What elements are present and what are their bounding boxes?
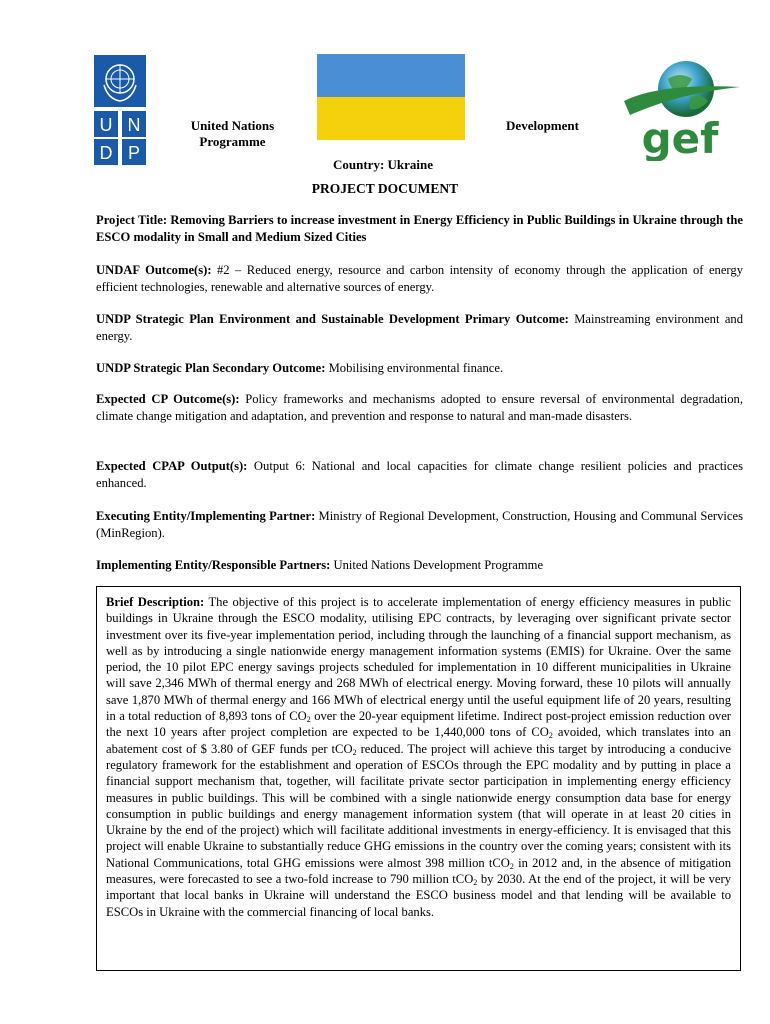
secondary-label: UNDP Strategic Plan Secondary Outcome: bbox=[96, 361, 326, 375]
executing-entity bbox=[96, 508, 743, 541]
primary-value: Mainstreaming environment and energy. bbox=[96, 312, 743, 343]
brief-text-5: in 2012 and, in the absence of mitigation measures, were forecasted to see a two-fold increase to 790 million tCO bbox=[106, 855, 731, 887]
cpap-label: Expected CPAP Output(s): bbox=[96, 459, 248, 473]
brief-text-2: over the 20-year equipment lifetime. Indirect post-project emission reduction over the next 10 years after project completion are expected to be 1,440,000 tons of CO bbox=[106, 709, 731, 740]
flag-yellow-stripe bbox=[317, 97, 465, 140]
co2-subscript: 2 bbox=[473, 878, 478, 888]
undp-letter-u: U bbox=[99, 115, 113, 135]
primary-label: UNDP Strategic Plan Environment and Sustainable Development Primary Outcome: bbox=[96, 312, 569, 326]
impl-label: Implementing Entity/Responsible Partners: bbox=[96, 558, 331, 572]
undp-letter-p: P bbox=[127, 143, 141, 163]
undp-letter-d: D bbox=[99, 143, 113, 163]
co2-subscript: 2 bbox=[509, 861, 514, 871]
undaf-value: #2 – Reduced energy, resource and carbon intensity of economy through the application of energy efficient technologies, renewable and alternative sources of energy. bbox=[96, 263, 743, 294]
exec-value: Ministry of Regional Development, Construction, Housing and Communal Services (MinRegion). bbox=[96, 509, 743, 540]
brief-text-4: reduced. The project will achieve this target by introducing a conducive regulatory framework for the establishment and operation of ESCOs through the EPC modality and by putting in place a financial support mechanism that, together, will facilitate private sector participation in implementing energy efficiency measures in public buildings. This will be combined with a single nationwide energy consumption data base for energy consumption in public buildings and energy management information system (that will operate in at least 20 cities in Ukraine by the end of the project) which will facilitate additional investments in energy-efficiency. It is envisaged that this project will enable Ukraine to substantially reduce GHG emissions in the country over the coming years; consistent with its National Communications, total GHG emissions were almost 398 million tCO bbox=[106, 741, 731, 870]
secondary-value: Mobilising environmental finance. bbox=[325, 361, 504, 375]
cpap-output bbox=[96, 458, 743, 491]
undp-letter-n: N bbox=[127, 115, 141, 135]
un-label-line1: United Nations bbox=[190, 118, 275, 133]
undaf-outcome bbox=[96, 262, 743, 295]
un-label bbox=[170, 118, 295, 150]
brief-text-6: by 2030. At the end of the project, it will be very important that local banks in Ukraine will understand the ESCO business model and that lending will be available to ESCOs in Ukraine with the commercial financing of local banks. bbox=[106, 872, 731, 919]
brief-label: Brief Description: bbox=[106, 595, 205, 609]
project-title: Project Title: Removing Barriers to increase investment in Energy Efficiency in Public Buildings in Ukraine through the ESCO modality in Small and Medium Sized Cities bbox=[96, 213, 743, 244]
impl-value: United Nations Development Programme bbox=[330, 558, 544, 572]
co2-subscript: 2 bbox=[548, 731, 553, 741]
ukraine-flag bbox=[317, 54, 465, 140]
co2-subscript: 2 bbox=[352, 747, 357, 757]
implementing-entity bbox=[96, 557, 743, 574]
brief-description bbox=[106, 594, 731, 920]
co2-subscript: 2 bbox=[306, 715, 311, 725]
undaf-label: UNDAF Outcome(s): bbox=[96, 263, 212, 277]
flag-blue-stripe bbox=[317, 54, 465, 97]
development-label: Development bbox=[506, 118, 579, 133]
document-title: PROJECT DOCUMENT bbox=[311, 181, 459, 196]
secondary-outcome bbox=[96, 360, 743, 377]
country-text: Country: Ukraine bbox=[333, 157, 434, 172]
cpap-value: Output 6: National and local capacities for climate change resilient policies and practices enhanced. bbox=[96, 459, 744, 490]
cp-value: Policy frameworks and mechanisms adopted to ensure reversal of environmental degradation, climate change mitigation and adaptation, and prevention and response to natural and man-made disasters. bbox=[96, 392, 743, 423]
primary-outcome bbox=[96, 311, 743, 344]
exec-label: Executing Entity/Implementing Partner: bbox=[96, 509, 316, 523]
gef-logo bbox=[620, 57, 746, 161]
brief-text-1: The objective of this project is to accelerate implementation of energy efficiency measures in public buildings in Ukraine through the ESCO modality, utilising EPC contracts, by leveraging over significant private sector investment over its five-year implementation period, including through the launching of a financial support mechanism, as well as by introducing a single nationwide energy management information systems (EMIS) for Ukraine. Over the same period, the 10 pilot EPC energy savings projects scheduled for implementation in 10 different municipalities in Ukraine will save 2,346 MWh of thermal energy and 268 MWh of electrical energy. Moving forward, these 10 pilots will annually save 1,870 MWh of thermal energy and 166 MWh of electrical energy until the useful equipment life of 20 years, resulting in a total reduction of 8,893 tons of CO bbox=[106, 595, 731, 724]
cp-outcome bbox=[96, 391, 743, 424]
gef-wordmark: gef bbox=[641, 114, 719, 161]
cp-label: Expected CP Outcome(s): bbox=[96, 392, 240, 406]
undp-logo bbox=[94, 55, 146, 165]
brief-text-3: avoided, which translates into an abatement cost of $ 3.80 of GEF funds per tCO bbox=[106, 725, 731, 756]
un-label-line2: Programme bbox=[199, 134, 266, 149]
